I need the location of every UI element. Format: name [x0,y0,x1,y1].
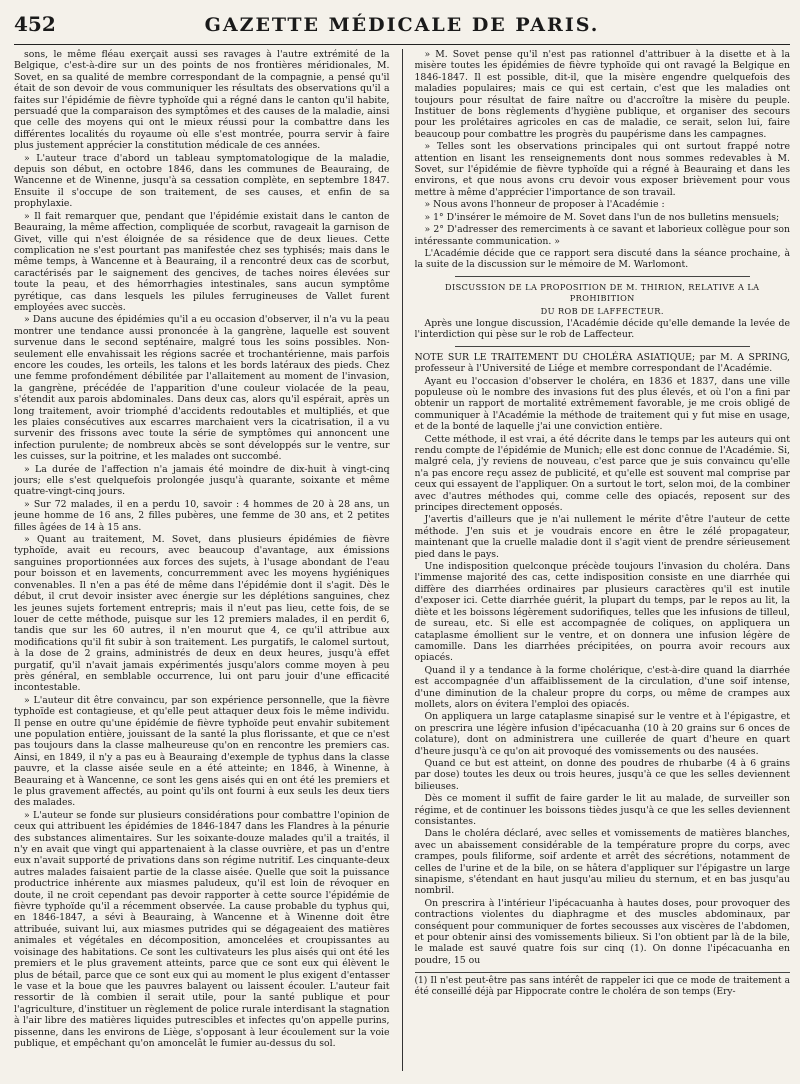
paragraph: » Telles sont les observations principales qui ont surtout frappé notre attention en lisant les renseignements dont nous sommes redevables à M. Sovet, sur l'épidémie de fièvre typhoïde qui a régné à Beauraing et dans les environs, et que nous avons cru devoir vous exposer brièvement pour vous mettre à même d'apprécier l'importance de son travail. [414,141,791,198]
paragraph: Après une longue discussion, l'Académie décide qu'elle demande la levée de l'interdiction qui pèse sur le rob de Laffecteur. [414,317,791,341]
note-heading: NOTE SUR LE TRAITEMENT DU CHOLÉRA ASIATIQUE; par M. A SPRING, professeur à l'Université de Liége et membre correspondant de l'Académie. [414,351,791,375]
columns [14,49,790,1071]
paragraph: Dès ce moment il suffit de faire garder le lit au malade, de surveiller son régime, et de continuer les boissons tièdes jusqu'à ce que les selles deviennent consistantes. [414,793,791,827]
paragraph: » La durée de l'affection n'a jamais été moindre de dix-huit à vingt-cinq jours; elle s'est quelquefois prolongée jusqu'à quarante, soixante et même quatre-vingt-cinq jours. [14,463,390,498]
paragraph: » Quant au traitement, M. Sovet, dans plusieurs épidémies de fièvre typhoïde, avait eu recours, avec beaucoup d'avantage, aux émissions sanguines proportionnées aux forces des sujets, à l'usage abondant de l'eau pour boisson et en lavements, concurremment avec les moyens hygiéniques convenables. Il n'en a pas été de même dans l'épidémie dont il s'agit. Dès le début, il crut devoir insister avec énergie sur les déplétions sanguines, chez les jeunes sujets fortement entrepris; mais il n'eut pas lieu, cette fois, de se louer de cette méthode, puisque sur les 12 premiers malades, il en perdit 6, tandis que sur les 60 autres, il n'en mourut que 4, ce qu'il attribue aux modifications qu'il fit subir à son traitement. Les purgatifs, le calomel surtout, à la dose de 2 grains, administrés de deux en deux heures, jusqu'à effet purgatif, qu'il n'avait jamais expérimentés jusqu'alors comme moyen à peu près général, en semblable occurrence, lui ont paru jouir d'une efficacité incontestable. [14,534,390,694]
paragraph: Quand ce but est atteint, on donne des poudres de rhubarbe (4 à 6 grains par dose) toutes les deux ou trois heures, jusqu'à ce que les selles deviennent bilieuses. [414,757,791,792]
journal-title: GAZETTE MÉDICALE DE PARIS. [204,14,600,36]
newspaper-page [14,12,790,1078]
paragraph: J'avertis d'ailleurs que je n'ai nullement le mérite d'être l'auteur de cette méthode. J'en suis et je voudrais encore en être le zélé propagateur, maintenant que la cruelle maladie dont il s'agit vient de prendre sérieusement pied dans le pays. [414,514,791,560]
column-separator [402,49,403,1071]
left-column [14,49,390,1071]
section-rule [455,276,751,277]
paragraph: » 1° D'insérer le mémoire de M. Sovet dans l'un de nos bulletins mensuels; [424,211,780,223]
paragraph: » 2° D'adresser des remerciments à ce savant et laborieux collègue pour son intéressante communication. » [414,224,791,247]
paragraph: » L'auteur trace d'abord un tableau symptomatologique de la maladie, depuis son début, en octobre 1846, dans les communes de Beauraing, de Wancenne et de Winenne, jusqu'à sa cessation complète, en septembre 1847. Ensuite il s'occupe de son traitement, de ses causes, et enfin de sa prophylaxie. [14,152,390,210]
paragraph: Cette méthode, il est vrai, a été décrite dans le temps par les auteurs qui ont rendu compte de l'épidémie de Munich; elle est donc connue de l'Académie. Si, malgré cela, j'y reviens de nouveau, c'est parce que je suis convaincu qu'elle n'a pas encore reçu assez de publicité, et qu'elle est souvent mal comprise par ceux qui essayent de l'appliquer. On a surtout le tort, selon moi, de la combiner avec d'autres méthodes qui, comme celle des opiacés, reposent sur des principes directement opposés. [414,433,791,514]
paragraph: Dans le choléra déclaré, avec selles et vomissements de matières blanches, avec un abaissement considérable de la température propre du corps, avec crampes, pouls filiforme, soif ardente et arrêt des sécrétions, notamment de celles de l'urine et de la bile, on se hâtera d'appliquer sur l'épigastre un large sinapisme, s'étendant en haut jusqu'au milieu du sternum, et en bas jusqu'au nombril. [414,828,791,897]
page-header [14,12,790,42]
paragraph: » Dans aucune des épidémies qu'il a eu occasion d'observer, il n'a vu la peau montrer une tendance aussi prononcée à la gangrène, laquelle est souvent survenue dans le second septénaire, malgré tous les soins possibles. Non-seulement elle envahissait les régions sacrée et trochantérienne, mais parfois encore les coudes, les orteils, les talons et les bords latéraux des pieds. Chez une femme profondément débilitée par l'allaitement au moment de l'invasion, la gangrène, précédée de l'apparition d'une couleur violacée de la peau, s'étendit aux parois abdominales. Dans deux cas, alors qu'il espérait, après un long traitement, avoir triomphé d'accidents redoutables et multipliés, et que les plaies consécutives aux escarres marchaient vers la cicatrisation, il a vu survenir des frissons avec toute la série de symptômes qui annoncent une infection purulente; de nombreux abcès se sont développés sur le ventre, sur les cuisses, sur la poitrine, et les malades ont succombé. [14,314,390,463]
paragraph: Quand il y a tendance à la forme cholérique, c'est-à-dire quand la diarrhée est accompagnée d'un affaiblissement de la circulation, d'une soif intense, d'une diminution de la chaleur propre du corps, ou même de crampes aux mollets, alors on évitera l'emploi des opiacés. [414,664,791,710]
paragraph: On prescrira à l'intérieur l'ipécacuanha à hautes doses, pour provoquer des contractions violentes du diaphragme et des muscles abdominaux, par conséquent pour communiquer de fortes secousses aux viscères de l'abdomen, et pour obtenir ainsi des vomissements bilieux. Si l'on obtient par là de la bile, le malade est sauvé quatre fois sur cinq (1). On donne l'ipécacuanha en poudre, 15 ou [414,897,791,966]
section-rule [455,346,751,347]
page-number: 452 [14,12,56,36]
footnote: (1) Il n'est peut-être pas sans intérêt de rappeler ici que ce mode de traitement a été conseillé déjà par Hippocrate contre le choléra de son temps (Ery- [415,972,791,998]
paragraph: L'Académie décide que ce rapport sera discuté dans la séance prochaine, à la suite de la discussion sur le mémoire de M. Warlomont. [414,247,791,271]
paragraph: » Nous avons l'honneur de proposer à l'Académie : [424,199,665,211]
paragraph: sons, le même fléau exerçait aussi ses ravages à l'autre extrémité de la Belgique, c'est-à-dire sur un des points de nos frontières méridionales, M. Sovet, en sa qualité de membre correspondant de la compagnie, a pensé qu'il était de son devoir de vous communiquer les résultats des observations qu'il a faites sur l'épidémie de fièvre typhoïde qui a régné dans le canton qu'il habite, persuadé que la comparaison des symptômes et des causes de la maladie, ainsi que celle des moyens qui ont le mieux réussi pour la combattre dans les différentes localités du royaume où elle s'est montrée, pourra servir à faire plus justement apprécier la constitution médicale de ces années. [14,49,390,152]
paragraph: » Il fait remarquer que, pendant que l'épidémie existait dans le canton de Beauraing, la même affection, compliquée de scorbut, ravageait la garnison de Givet, ville qui n'est éloignée de sa résidence que de deux lieues. Cette complication ne s'est pourtant pas manifestée chez ses typhisés; mais dans le même temps, à Wancenne et à Beauraing, il a rencontré deux cas de scorbut, caractérisés par le saignement des gencives, de taches noires élevées sur toute la peau, et des hémorrhagies intestinales, sans aucun symptôme pyrétique, cas dans lesquels les pilules ferrugineuses de Vallet furent employées avec succès. [14,210,390,313]
section-title-line1: DISCUSSION DE LA PROPOSITION DE M. THIRION, RELATIVE A LA PROHIBITION [445,281,760,304]
header-rule [14,44,790,45]
paragraph: » Sur 72 malades, il en a perdu 10, savoir : 4 hommes de 20 à 28 ans, un jeune homme de 16 ans, 2 filles pubères, une femme de 30 ans, et 2 petites filles âgées de 14 à 15 ans. [14,498,390,533]
section-title-line2: DU ROB DE LAFFECTEUR. [540,305,664,316]
paragraph: » L'auteur dit être convaincu, par son expérience personnelle, que la fièvre typhoïde est contagieuse, et qu'elle peut attaquer deux fois le même individu. Il pense en outre qu'une épidémie de fièvre typhoïde peut envahir subitement une population entière, jouissant de la santé la plus florissante, et que ce n'est pas toujours dans la classe malheureuse qu'on en rencontre les premiers cas. Ainsi, en 1849, il n'y a pas eu à Beauraing d'exemple de typhus dans la classe pauvre, et la classe aisée seule en a été atteinte; en 1846, à Winenne, à Beauraing et à Wancenne, ce sont les gens aisés qui en ont été les premiers et le plus gravement affectés, au point qu'ils ont fourni à eux seuls les deux tiers des malades. [14,694,390,809]
paragraph: » L'auteur se fonde sur plusieurs considérations pour combattre l'opinion de ceux qui attribuent les épidémies de 1846-1847 dans les Flandres à la pénurie des substances alimentaires. Sur les soixante-douze malades qu'il a traités, il n'y en avait que vingt qui appartenaient à la classe ouvrière, et pas un d'entre eux n'avait supporté de privations dans son régime nutritif. Les cinquante-deux autres malades faisaient partie de la classe aisée. Quelle que soit la puissance productrice inhérente aux miasmes paludeux, qu'il est loin de révoquer en doute, il ne croit cependant pas devoir rapporter à cette source l'épidémie de fièvre typhoïde qu'il a récemment observée. La cause probable du typhus qui, en 1846-1847, a sévi à Beauraing, à Wancenne et à Winenne doit être attribuée, suivant lui, aux miasmes putrides qui se dégageaient des matières animales et végétales en décomposition, amoncelées et croupissantes au voisinage des habitations. Ce sont les cultivateurs les plus aisés qui ont été les premiers et le plus gravement atteints, parce que ce sont eux qui élèvent le plus de bétail, parce que ce sont eux qui au moment le plus exigent d'entasser le vase et la boue que les pauvres balayent ou laissent écouler. L'auteur fait ressortir de là combien il serait utile, pour la santé publique et pour l'agriculture, d'instituer un règlement de police rurale interdisant la stagnation à l'air libre des matières liquides putrescibles et infectes qu'on appelle purins, pissenne, dans les environs de Liège, s'opposant à leur écoulement sur la voie publique, et empêchant qu'on amoncelât le fumier au-dessus du sol. [14,809,390,1049]
paragraph: On appliquera un large cataplasme sinapisé sur le ventre et à l'épigastre, et on prescrira une légère infusion d'ipécacuanha (10 à 20 grains sur 6 onces de colature), dont on administrera une cuillerée de quart d'heure en quart d'heure jusqu'à ce qu'on ait provoqué des vomissements ou des nausées. [414,711,791,757]
paragraph: Ayant eu l'occasion d'observer le choléra, en 1836 et 1837, dans une ville populeuse où le nombre des invasions fut des plus élevés, et où l'on a fini par obtenir un rapport de mortalité extrêmement favorable, je me crois obligé de communiquer à l'Académie la méthode de traitement qui y fut mise en usage, et de la bonté de laquelle j'ai une conviction entière. [414,375,791,433]
paragraph: » M. Sovet pense qu'il n'est pas rationnel d'attribuer à la disette et à la misère toutes les épidémies de fièvre typhoïde qui ont ravagé la Belgique en 1846-1847. Il est possible, dit-il, que la misère engendre quelquefois des maladies populaires; mais ce qui est certain, c'est que les maladies ont toujours pour résultat de faire naître ou d'accroître la misère du peuple. Instituer de bons règlements d'hygiène publique, et organiser des secours pour les prolétaires agricoles en cas de maladie, ce serait, selon lui, faire beaucoup pour combattre les progrès du paupérisme dans les campagnes. [414,49,791,140]
paragraph: Une indisposition quelconque précède toujours l'invasion du choléra. Dans l'immense majorité des cas, cette indisposition consiste en une diarrhée qui diffère des diarrhées ordinaires par plusieurs caractères qu'il est inutile d'exposer ici. Cette diarrhée guérit, la plupart du temps, par le repos au lit, la diète et les boissons légèrement sudorifiques, telles que les infusions de tilleul, de sureau, etc. Si elle est accompagnée de coliques, on appliquera un cataplasme émollient sur le ventre, et on donnera une infusion légère de camomille. Dans les diarrhées précipitées, on pourra avoir recours aux opiacés. [414,561,791,664]
right-column [415,49,791,1071]
